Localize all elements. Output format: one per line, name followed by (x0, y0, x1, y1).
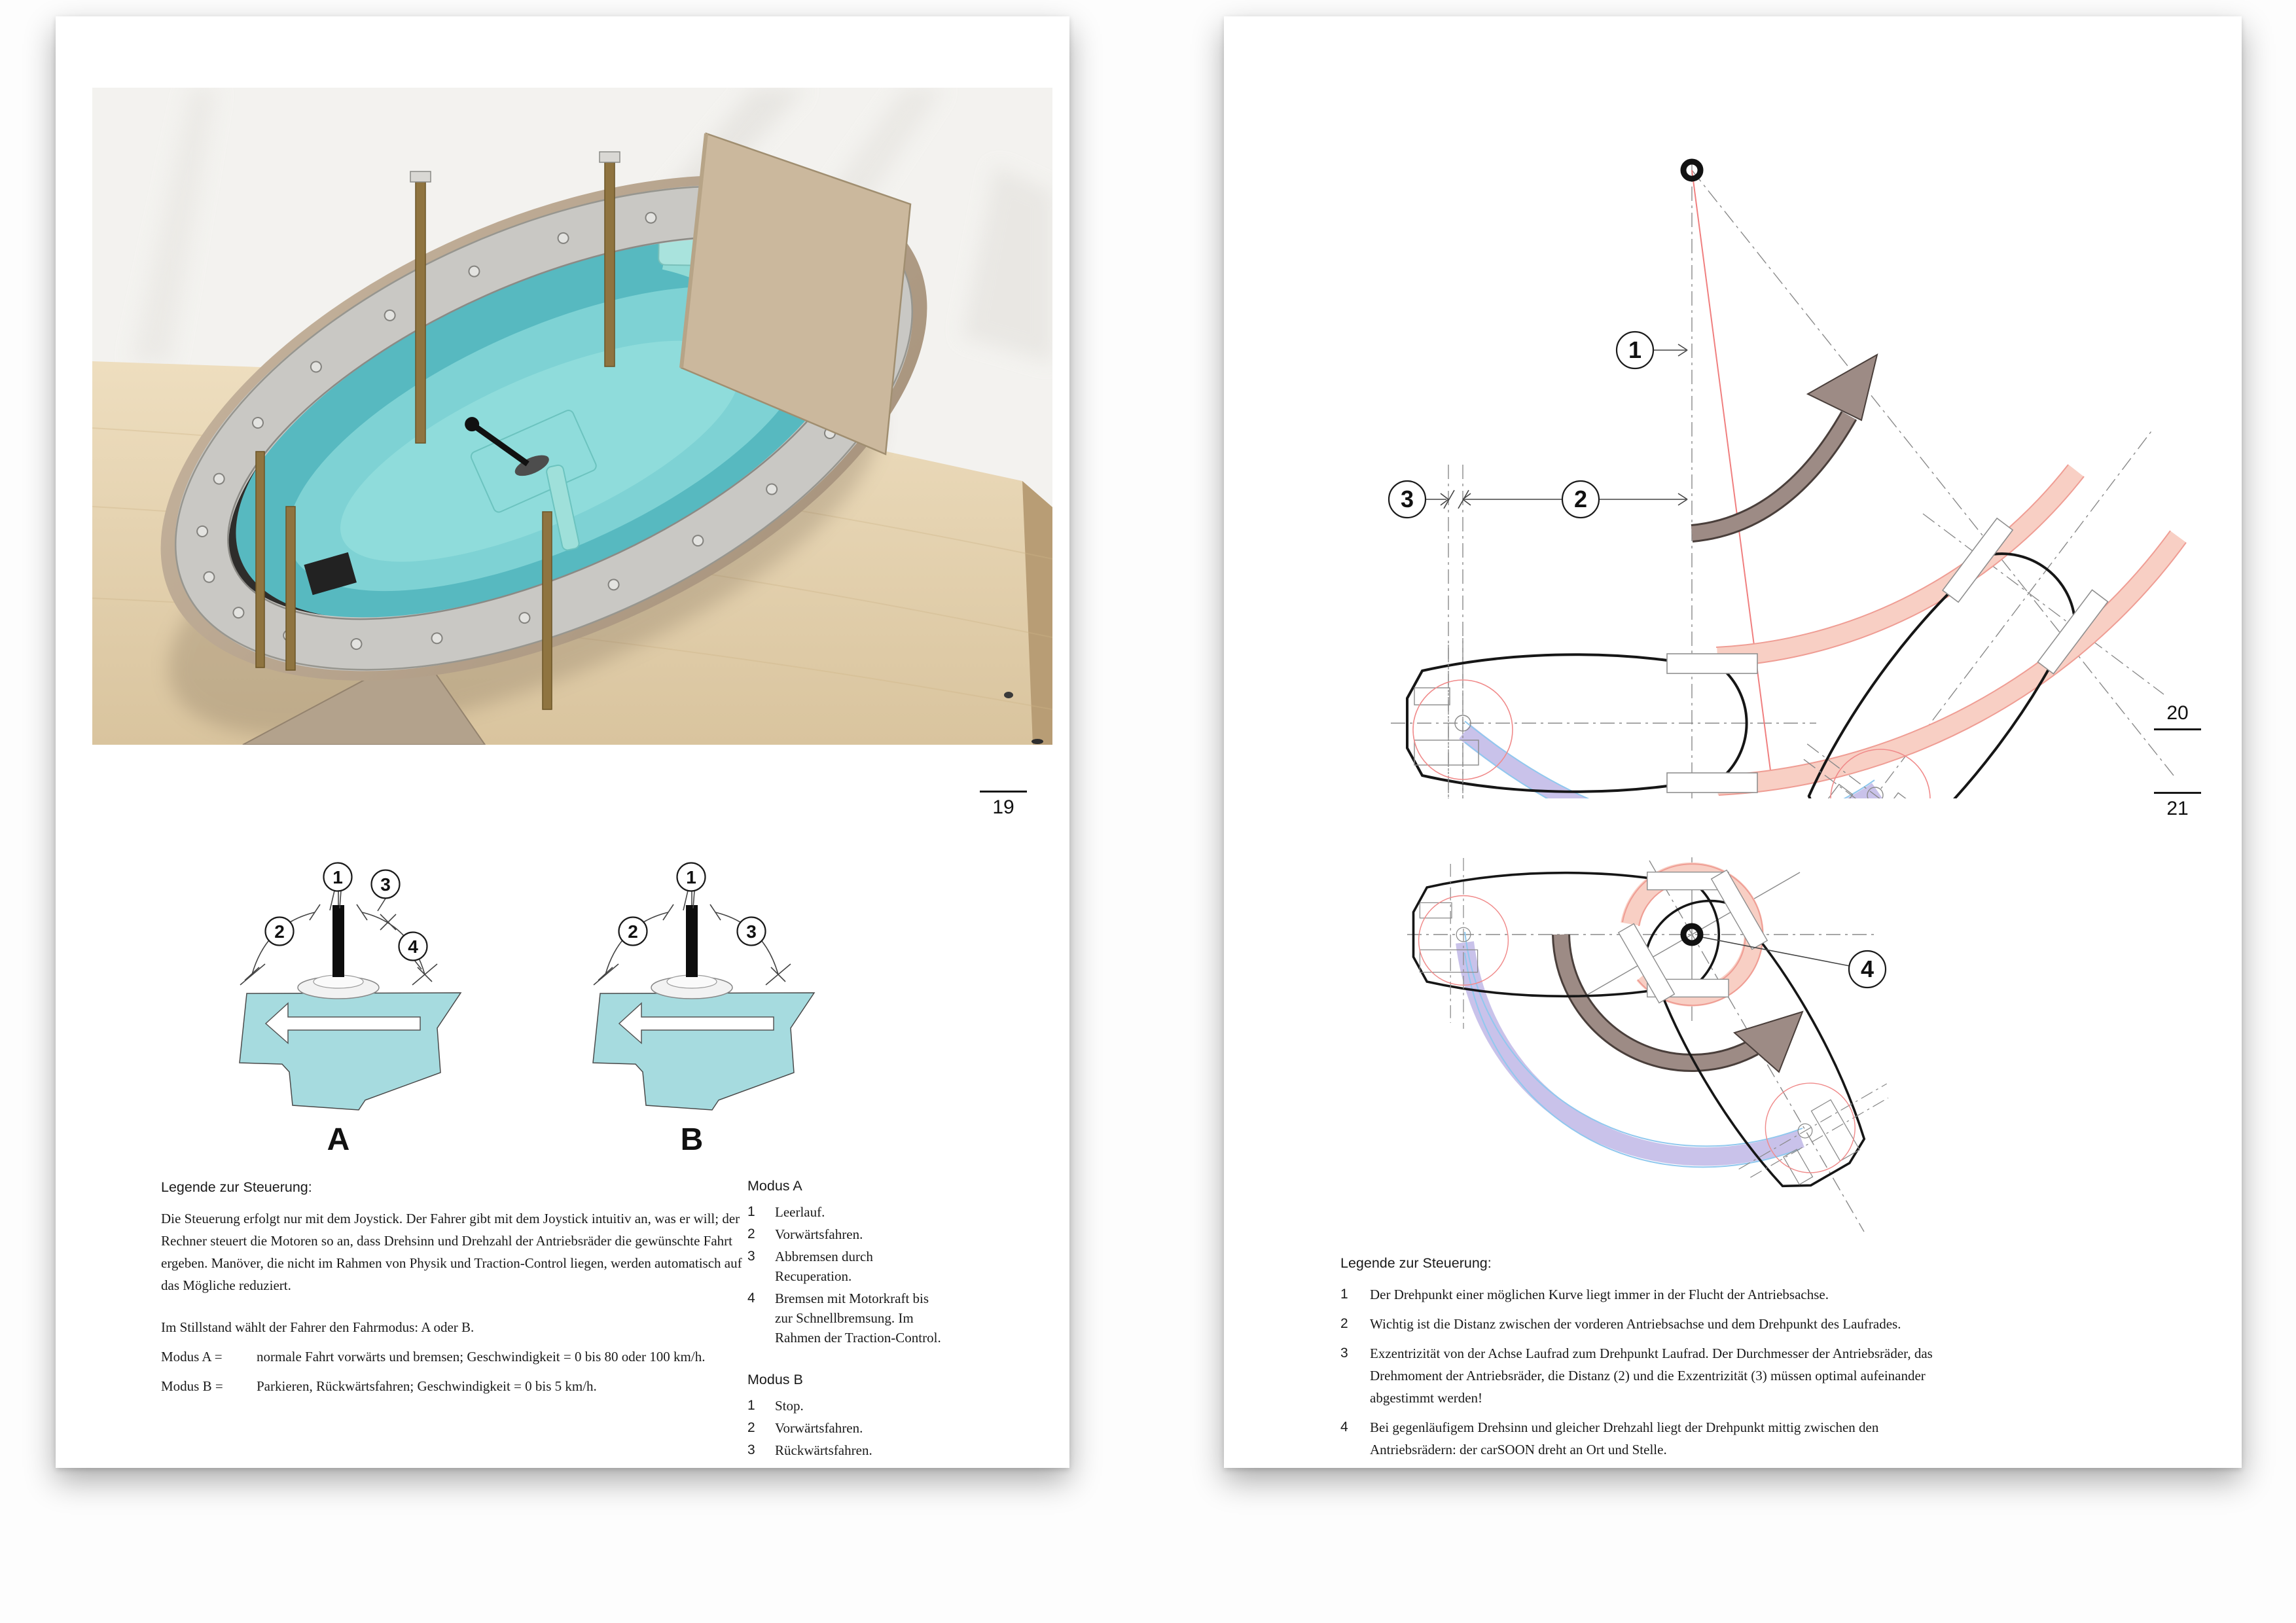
item-text: Stop. (775, 1398, 804, 1414)
item-text: Vorwärtsfahren. (775, 1226, 863, 1242)
modus-a-line (161, 1346, 753, 1368)
item-number: 1 (1340, 1287, 1348, 1302)
callout-circle-3 (1389, 481, 1426, 518)
svg-text:3: 3 (1400, 486, 1414, 512)
page-marker-19 (980, 791, 1027, 819)
svg-text:2: 2 (628, 921, 638, 942)
svg-text:4: 4 (1860, 955, 1874, 982)
callout-circle-3 (372, 870, 400, 899)
page-number: 21 (2166, 798, 2189, 819)
joystick-diagram-b (569, 847, 884, 1162)
modus-a-heading: Modus A (747, 1178, 802, 1194)
item-number: 3 (1340, 1346, 1348, 1361)
modus-lists (747, 1176, 944, 1463)
modus-b-label: Modus B = (161, 1378, 223, 1394)
joystick-stick (332, 905, 344, 977)
svg-text:1: 1 (686, 867, 696, 887)
page-number: 19 (992, 796, 1014, 818)
legend-item (1340, 1342, 1933, 1409)
svg-text:3: 3 (380, 874, 391, 895)
item-number: 1 (747, 1398, 755, 1413)
callout-circle-4 (399, 933, 427, 961)
item-text: Wichtig ist die Distanz zwischen der vorderen Antriebsachse und dem Drehpunkt des Laufrades. (1370, 1316, 1901, 1332)
list-item (747, 1247, 944, 1286)
callout-circle-1 (1617, 332, 1653, 368)
steering-legend (1340, 1252, 1933, 1468)
svg-text:2: 2 (1573, 486, 1588, 512)
modus-a-text: normale Fahrt vorwärts und bremsen; Geschwindigkeit = 0 bis 80 oder 100 km/h. (257, 1349, 706, 1364)
marker-rule (2154, 792, 2201, 794)
legend-paragraph: Die Steuerung erfolgt nur mit dem Joystick. Der Fahrer gibt mit dem Joystick intuitiv an, was er will; der Rechner steuert die Motoren so an, dass Drehsinn und Drehzahl der Antriebsräder die gewünschte Fahrt ergeben. Manöver, die nicht im Rahmen von Physik und Traction-Control liegen, werden automatisch auf das Mögliche reduziert. (161, 1211, 742, 1293)
item-number: 2 (747, 1226, 755, 1241)
item-text: Bremsen mit Motorkraft bis zur Schnellbremsung. Im Rahmen der Traction-Control. (775, 1291, 941, 1346)
item-number: 3 (747, 1442, 755, 1457)
callout-circle-2 (1562, 481, 1599, 518)
item-number: 1 (747, 1204, 755, 1219)
list-item (747, 1289, 944, 1347)
callout-circle-2 (619, 918, 647, 946)
list-item (747, 1418, 944, 1438)
modus-b-text: Parkieren, Rückwärtsfahren; Geschwindigkeit = 0 bis 5 km/h. (257, 1378, 597, 1394)
modus-a-label: Modus A = (161, 1349, 223, 1364)
callout-circle-2 (266, 918, 294, 946)
steering-legend (161, 1176, 753, 1397)
svg-text:4: 4 (408, 936, 418, 957)
marker-rule (2154, 728, 2201, 730)
hand-shape (593, 993, 814, 1110)
list-item (747, 1440, 944, 1460)
item-number: 3 (747, 1249, 755, 1264)
modus-b-heading: Modus B (747, 1372, 803, 1387)
list-item (747, 1396, 944, 1416)
marker-rule (980, 791, 1027, 793)
page-marker-20 (2154, 702, 2201, 730)
legend-item (1340, 1416, 1933, 1461)
steering-diagram-bottom (1368, 831, 2153, 1237)
item-text: Der Drehpunkt einer möglichen Kurve liegt immer in der Flucht der Antriebsachse. (1370, 1287, 1829, 1302)
item-text: Exzentrizität von der Achse Laufrad zum Drehpunkt Laufrad. Der Durchmesser der Antriebsräder, das Drehmoment der Antriebsräder, die Distanz (2) und die Exzentrizität (3) müssen optimal aufeinander abgestimmt werden! (1370, 1346, 1933, 1406)
callout-circle-4 (1849, 951, 1886, 988)
drive-wheel-paths (1716, 465, 2189, 795)
diagram-a-label: A (327, 1122, 350, 1157)
list-item (747, 1224, 944, 1244)
steering-diagram-top (1322, 124, 2238, 798)
page-20-21 (1224, 16, 2242, 1468)
item-number: 4 (747, 1291, 755, 1306)
legend-paragraph-2: Im Stillstand wählt der Fahrer den Fahrmodus: A oder B. (161, 1319, 475, 1335)
modus-b-line (161, 1375, 753, 1397)
radius-line (1692, 170, 1772, 785)
item-number: 2 (1340, 1316, 1348, 1331)
svg-text:1: 1 (1628, 336, 1642, 363)
vehicle-outline-straight (1407, 638, 1757, 798)
legend-heading: Legende zur Steuerung: (161, 1179, 312, 1195)
model-photo (92, 88, 1052, 745)
diagram-b-label: B (680, 1122, 704, 1157)
callout-circle-1 (677, 863, 706, 891)
hand-shape (240, 993, 461, 1110)
modus-b-group (747, 1370, 944, 1460)
item-number: 2 (747, 1420, 755, 1435)
legend-item (1340, 1283, 1933, 1306)
item-text: Rückwärtsfahren. (775, 1442, 872, 1458)
callout-leader (1698, 936, 1850, 966)
rotated-axis-diagonal (1692, 170, 2176, 779)
joystick-stick (686, 905, 698, 977)
item-text: Vorwärtsfahren. (775, 1420, 863, 1436)
item-text: Leerlauf. (775, 1204, 825, 1220)
page-marker-21 (2154, 792, 2201, 820)
joystick-diagram-a (216, 847, 530, 1162)
list-item (747, 1202, 944, 1222)
callout-circle-3 (738, 918, 766, 946)
item-number: 4 (1340, 1419, 1348, 1435)
legend-item (1340, 1313, 1933, 1335)
svg-text:2: 2 (274, 921, 285, 942)
svg-text:3: 3 (746, 921, 757, 942)
page-number: 20 (2166, 702, 2189, 724)
speck (1031, 739, 1043, 744)
callout-circle-1 (324, 863, 352, 891)
item-text: Abbremsen durch Recuperation. (775, 1249, 873, 1284)
svg-text:1: 1 (332, 867, 343, 887)
speck (1004, 692, 1013, 698)
dimension-lines (1426, 344, 1687, 508)
legend-heading: Legende zur Steuerung: (1340, 1255, 1492, 1271)
item-text: Bei gegenläufigem Drehsinn und gleicher Drehzahl liegt der Drehpunkt mittig zwischen den Antriebsrädern: der carSOON dreht an Ort und Stelle. (1370, 1419, 1879, 1457)
page-19 (56, 16, 1069, 1468)
